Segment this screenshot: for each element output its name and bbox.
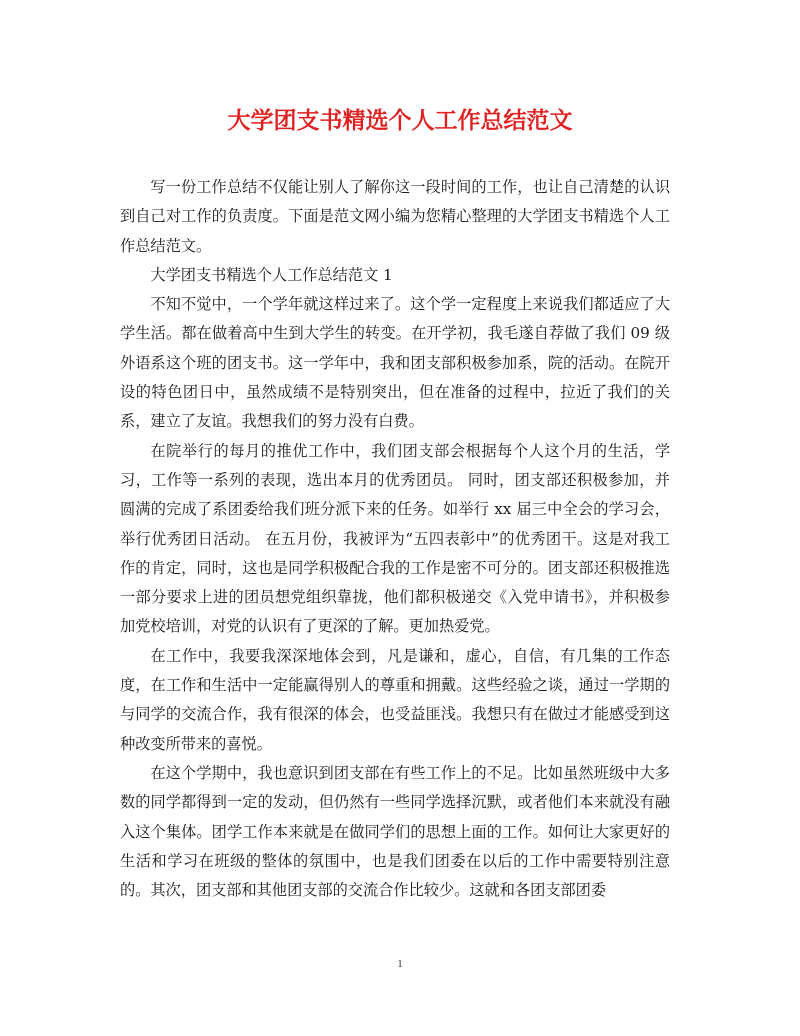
page-number: 1 <box>397 958 403 970</box>
paragraph: 在这个学期中，我也意识到团支部在有些工作上的不足。比如虽然班级中大多数的同学都得到一定的发动，但仍然有一些同学选择沉默，或者他们本来就没有融入这个集体。团学工作本来就是在做同学们的思想上面的工作。如何让大家更好的生活和学习在班级的整体的氛围中，也是我们团委在以后的工作中需要特别注意的。其次，团支部和其他团支部的交流合作比较少。这就和各团支部团委 <box>120 763 670 900</box>
document-title: 大学团支书精选个人工作总结范文 <box>227 107 573 134</box>
paragraph: 在院举行的每月的推优工作中，我们团支部会根据每个人这个月的生活，学习，工作等一系列的表现，选出本月的优秀团员。 同时，团支部还积极参加，并圆满的完成了系团委给我们班分派下来的任务。如举行 xx 届三中全会的学习会，举行优秀团日活动。 在五月份，我被评为“五四表彰中”的优秀团干。这是对我工作的肯定，同时，这也是同学积极配合我的工作是密不可分的。团支部还积极推选一部分要求上进的团员想党组织靠拢，他们都积极递交《入党申请书》，并积极参加党校培训，对党的认识有了更深的了解。更加热爱党。 <box>120 441 670 636</box>
document-body <box>120 173 670 905</box>
paragraph-intro: 写一份工作总结不仅能让别人了解你这一段时间的工作，也让自己清楚的认识到自己对工作的负责度。下面是范文网小编为您精心整理的大学团支书精选个人工作总结范文。 <box>120 178 670 255</box>
paragraph: 不知不觉中，一个学年就这样过来了。这个学一定程度上来说我们都适应了大学生活。都在做着高中生到大学生的转变。在开学初，我毛遂自荐做了我们 09 级外语系这个班的团支书。这一学年中，我和团支部积极参加系，院的活动。在院开设的特色团日中，虽然成绩不是特别突出，但在准备的过程中，拉近了我们的关系，建立了友谊。我想我们的努力没有白费。 <box>120 295 670 431</box>
section-heading: 大学团支书精选个人工作总结范文 1 <box>150 265 393 284</box>
paragraph: 在工作中，我要我深深地体会到，凡是谦和，虚心，自信，有几集的工作态度，在工作和生活中一定能赢得别人的尊重和拥戴。这些经验之谈，通过一学期的与同学的交流合作，我有很深的体会，也受益匪浅。我想只有在做过才能感受到这种改变所带来的喜悦。 <box>120 646 670 753</box>
